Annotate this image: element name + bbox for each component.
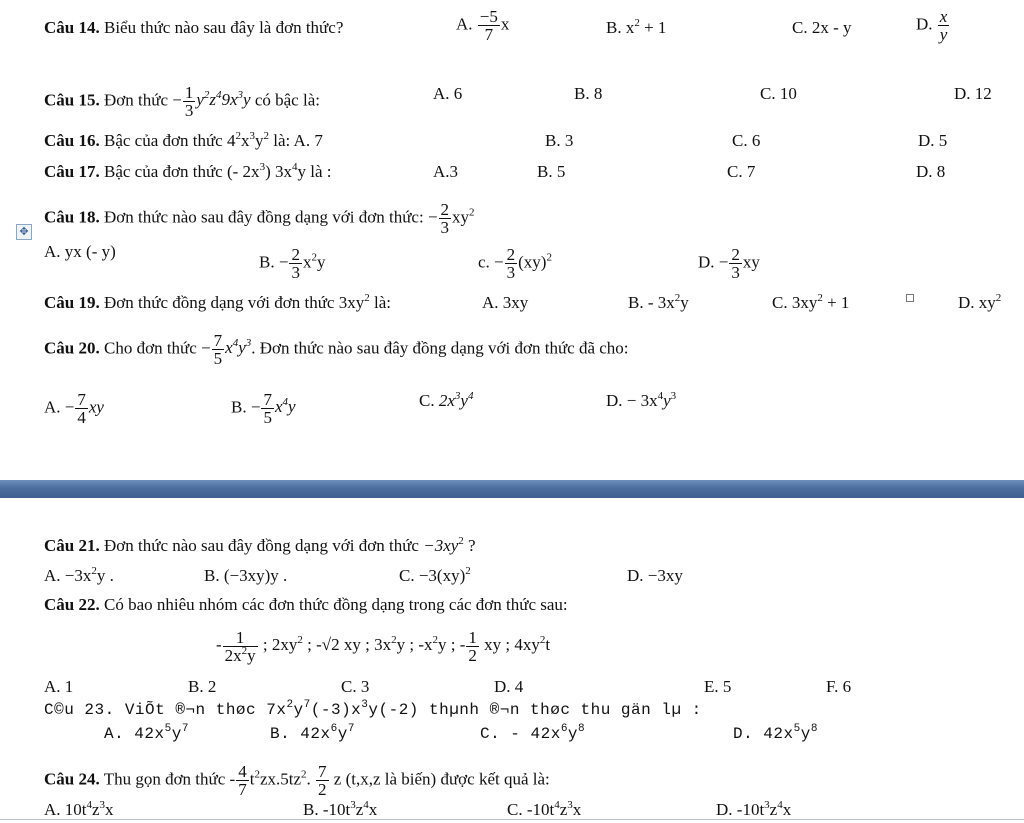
- q20-option-b: B. − $\frac{7}{5}$ $x^4y$: [231, 390, 296, 427]
- q15-stem: Câu 15. Đơn thức − $\frac{1}{3}$ $y^2z^49x^3y$ có bậc là:: [44, 83, 320, 120]
- q18-option-b: B. − $\frac{2}{3}$ $x^2y$: [259, 245, 326, 282]
- q24-stem: Câu 24. Thu gọn đơn thức - $\frac{4}{7}$ $t^2zx.5tz^2$. $\frac{7}{2}$ z (t,x,z là biến) được kết quả là:: [44, 762, 550, 799]
- q17-option-a: A.3: [433, 162, 459, 181]
- page-bottom-border: [0, 819, 1024, 820]
- q21-option-d: D. −3xy: [627, 566, 683, 585]
- q16-option-c: C. 6: [732, 131, 761, 150]
- q14-stem: [44, 18, 343, 38]
- q24-option-a: A. $10t^4z^3x$: [44, 799, 114, 819]
- q20-option-c: C. $2x^3y^4$: [419, 390, 474, 410]
- q20-stem: Câu 20. Cho đơn thức − $\frac{7}{5}$ $x^4y^3$. Đơn thức nào sau đây đồng dạng với đơn thức đã cho:: [44, 331, 629, 368]
- q16-option-b: B. 3: [545, 131, 574, 150]
- q22-option-c: C. 3: [341, 677, 370, 696]
- q18-stem: Câu 18. Đơn thức nào sau đây đồng dạng với đơn thức: − $\frac{2}{3}$ $xy^2$: [44, 200, 475, 237]
- q14-option-d: D. $\frac{x}{y}$: [916, 7, 948, 44]
- q14-text: Biểu thức nào sau đây là đơn thức?: [103, 18, 344, 37]
- q22-option-a: A. 1: [44, 677, 74, 696]
- q21-option-a: A. $-3x^2y$ .: [44, 565, 114, 585]
- q19-stem: Câu 19. Đơn thức đồng dạng với đơn thức $3xy^2$ là:: [44, 292, 391, 312]
- q19-option-d: D. $xy^2$: [958, 292, 1002, 312]
- q18-option-d: D. − $\frac{2}{3}$ xy: [698, 245, 760, 282]
- q17-option-d: D. 8: [916, 162, 946, 181]
- q14-label: Câu 14.: [44, 18, 100, 37]
- move-handle-icon[interactable]: ✥: [16, 224, 32, 240]
- q21-option-b: B. (−3xy)y .: [204, 566, 288, 585]
- q15-option-c: C. 10: [760, 84, 797, 103]
- q23-option-b: B. $42x^6y^7$: [270, 723, 355, 743]
- q14-option-c: C. 2x - y: [792, 18, 852, 37]
- q16-option-d: D. 5: [918, 131, 948, 150]
- q15-option-b: B. 8: [574, 84, 603, 103]
- q18-option-c: c. − $\frac{2}{3}$ (xy)$^2$: [478, 245, 552, 282]
- q20-option-a: A. − $\frac{7}{4}$ xy: [44, 390, 104, 427]
- q23-stem: C©u 23. ViÕt ®¬n thøc $7x^2y^7(-3)x^3y(-2)$ thµnh ®¬n thøc thu gän lµ :: [44, 699, 702, 719]
- q23-option-a: A. $42x^5y^7$: [104, 723, 189, 743]
- q22-option-d: D. 4: [494, 677, 524, 696]
- q23-option-c: C. - $42x^6y^8$: [480, 723, 586, 743]
- q22-option-e: E. 5: [704, 677, 732, 696]
- q19-option-c: C. $3xy^2 + 1$: [772, 292, 850, 312]
- q21-option-c: C. −3(xy)$^2$: [399, 565, 471, 585]
- q14-option-a: A. $\frac{-5}{7}$ x: [456, 7, 510, 44]
- q16-stem: Câu 16. Bậc của đơn thức $4^2x^3y^2$ là: A. 7: [44, 130, 323, 150]
- q22-option-b: B. 2: [188, 677, 217, 696]
- q19-option-a: A. 3xy: [482, 293, 529, 312]
- q19-option-b: B. - $3x^2y$: [628, 292, 689, 312]
- q24-option-d: D. $-10t^3z^4x$: [716, 799, 792, 819]
- q17-option-c: C. 7: [727, 162, 756, 181]
- q22-stem: Câu 22. Có bao nhiêu nhóm các đơn thức đồng dạng trong các đơn thức sau:: [44, 595, 568, 614]
- q20-option-d: D. − $3x^4y^3$: [606, 390, 677, 410]
- q15-option-d: D. 12: [954, 84, 992, 103]
- section-separator: [0, 480, 1024, 498]
- q22-monomials: - $\frac{1}{2x^2y}$ ; $2xy^2$ ; -√2 xy ; $3x^2y$ ; $-x^2y$ ; - $\frac{1}{2}$ xy ; $4xy^2t$: [216, 627, 551, 665]
- q17-option-b: B. 5: [537, 162, 566, 181]
- q18-option-a: A. yx (- y): [44, 242, 116, 261]
- q24-option-b: B. $-10t^3z^4x$: [303, 799, 378, 819]
- q15-option-a: A. 6: [433, 84, 463, 103]
- q17-stem: Câu 17. Bậc của đơn thức (- $2x^3$) $3x^4y$ là :: [44, 161, 332, 181]
- q14-option-b: B. $x^2 + 1$: [606, 17, 667, 37]
- q24-option-c: C. $-10t^4z^3x$: [507, 799, 582, 819]
- q23-option-d: D. $42x^5y^8$: [733, 723, 818, 743]
- checkbox-square-icon: [906, 294, 914, 302]
- q22-option-f: F. 6: [826, 677, 852, 696]
- q21-stem: Câu 21. Đơn thức nào sau đây đồng dạng với đơn thức $-3xy^2$ ?: [44, 535, 476, 555]
